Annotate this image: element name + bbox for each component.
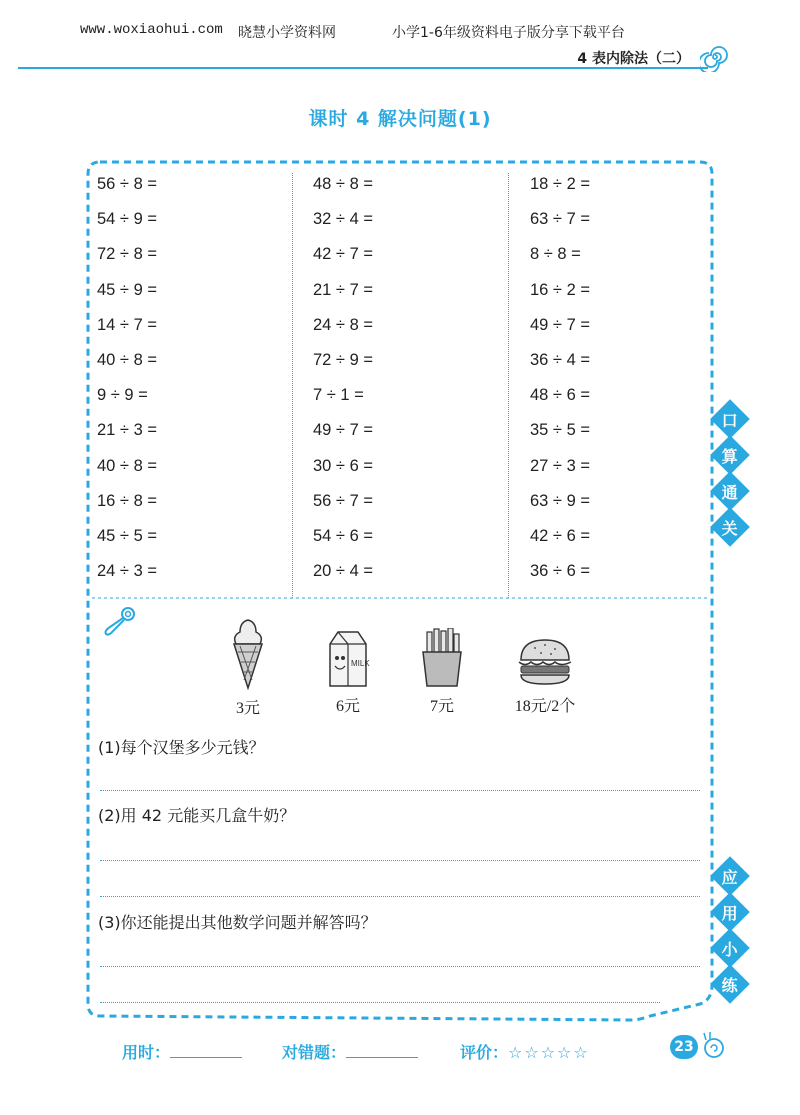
equation: 45 ÷ 5 = xyxy=(97,526,157,545)
equation: 63 ÷ 7 = xyxy=(530,210,590,229)
snail-icon xyxy=(700,1030,726,1060)
equation: 9 ÷ 9 = xyxy=(97,386,148,405)
equation: 27 ÷ 3 = xyxy=(530,456,590,475)
rating-label: 评价： xyxy=(460,1043,509,1062)
side-label-char: 关 xyxy=(721,518,739,538)
question-2: (2)用 42 元能买几盒牛奶？ xyxy=(98,806,296,825)
equation: 18 ÷ 2 = xyxy=(530,175,590,193)
equation: 16 ÷ 2 = xyxy=(530,280,590,299)
answer-line[interactable] xyxy=(100,966,700,967)
column-divider xyxy=(292,173,293,598)
equation: 40 ÷ 8 = xyxy=(97,350,157,369)
item-price: 6元 xyxy=(335,698,360,715)
equation: 35 ÷ 5 = xyxy=(530,421,590,440)
question-1: (1)每个汉堡多少元钱？ xyxy=(98,738,265,757)
equation: 45 ÷ 9 = xyxy=(97,280,157,299)
equation: 24 ÷ 8 = xyxy=(313,315,373,334)
equation: 63 ÷ 9 = xyxy=(530,491,590,510)
item-price: 7元 xyxy=(429,698,454,715)
equation: 56 ÷ 7 = xyxy=(313,491,373,510)
side-label-oral xyxy=(712,405,748,549)
equation: 48 ÷ 8 = xyxy=(313,175,373,193)
rating-stars[interactable]: ☆☆☆☆☆ xyxy=(508,1043,590,1062)
equation: 40 ÷ 8 = xyxy=(97,456,157,475)
equation: 36 ÷ 4 = xyxy=(530,350,590,369)
side-label-char: 口 xyxy=(721,410,739,430)
equation: 49 ÷ 7 = xyxy=(530,315,590,334)
time-blank[interactable] xyxy=(170,1057,242,1058)
hamburger-icon xyxy=(515,636,575,688)
chapter-title: 4 表内除法（二） xyxy=(577,51,690,67)
column-divider xyxy=(508,173,509,598)
milk-carton-icon xyxy=(324,630,372,688)
equation: 14 ÷ 7 = xyxy=(97,315,157,334)
equation: 72 ÷ 8 = xyxy=(97,245,157,264)
rating-field xyxy=(460,1040,590,1063)
item-price: 3元 xyxy=(235,700,260,717)
item-hamburger xyxy=(500,636,590,716)
ice-cream-icon xyxy=(228,618,268,690)
answer-line[interactable] xyxy=(100,860,700,861)
errors-label: 对错题： xyxy=(282,1043,347,1062)
answer-line[interactable] xyxy=(100,896,700,897)
milk-label: MILK xyxy=(351,659,370,668)
errors-field xyxy=(282,1040,418,1063)
side-label-char: 用 xyxy=(721,903,739,923)
lesson-title: 课时 4 解决问题(1) xyxy=(308,108,492,130)
equation: 48 ÷ 6 = xyxy=(530,386,590,405)
equation: 20 ÷ 4 = xyxy=(313,562,373,581)
equation: 54 ÷ 9 = xyxy=(97,210,157,229)
oral-column-2 xyxy=(313,172,373,594)
pin-icon xyxy=(100,605,138,637)
equation: 54 ÷ 6 = xyxy=(313,526,373,545)
equation: 49 ÷ 7 = xyxy=(313,421,373,440)
page-number: 23 xyxy=(670,1035,698,1059)
side-label-char: 通 xyxy=(721,482,739,502)
equation: 21 ÷ 3 = xyxy=(97,421,157,440)
site-url: www.woxiaohui.com xyxy=(80,22,223,38)
item-fries xyxy=(412,628,472,716)
side-label-char: 小 xyxy=(721,939,739,959)
question-3: (3)你还能提出其他数学问题并解答吗？ xyxy=(98,913,377,932)
equation: 72 ÷ 9 = xyxy=(313,350,373,369)
answer-line[interactable] xyxy=(100,790,700,791)
equation: 36 ÷ 6 = xyxy=(530,562,590,581)
equation: 42 ÷ 7 = xyxy=(313,245,373,264)
equation: 16 ÷ 8 = xyxy=(97,491,157,510)
item-ice-cream xyxy=(218,618,278,718)
equation: 32 ÷ 4 = xyxy=(313,210,373,229)
side-label-char: 应 xyxy=(721,867,739,887)
item-milk xyxy=(318,630,378,716)
item-price: 18元/2个 xyxy=(514,698,576,715)
fries-icon xyxy=(417,628,467,688)
side-label-char: 算 xyxy=(721,446,739,466)
side-label-application xyxy=(712,862,748,1006)
errors-blank[interactable] xyxy=(346,1057,418,1058)
equation: 21 ÷ 7 = xyxy=(313,280,373,299)
oral-column-1 xyxy=(97,172,157,594)
equation: 42 ÷ 6 = xyxy=(530,526,590,545)
equation: 56 ÷ 8 = xyxy=(97,175,157,193)
equation: 24 ÷ 3 = xyxy=(97,562,157,581)
side-label-char: 练 xyxy=(721,975,739,995)
equation: 30 ÷ 6 = xyxy=(313,456,373,475)
oral-column-3 xyxy=(530,172,590,594)
time-label: 用时： xyxy=(122,1043,171,1062)
answer-line[interactable] xyxy=(100,1002,660,1003)
equation: 7 ÷ 1 = xyxy=(313,386,364,405)
site-slogan: 小学1-6年级资料电子版分享下载平台 xyxy=(392,25,625,41)
time-field xyxy=(122,1040,242,1063)
site-name: 晓慧小学资料网 xyxy=(238,25,336,41)
equation: 8 ÷ 8 = xyxy=(530,245,581,264)
